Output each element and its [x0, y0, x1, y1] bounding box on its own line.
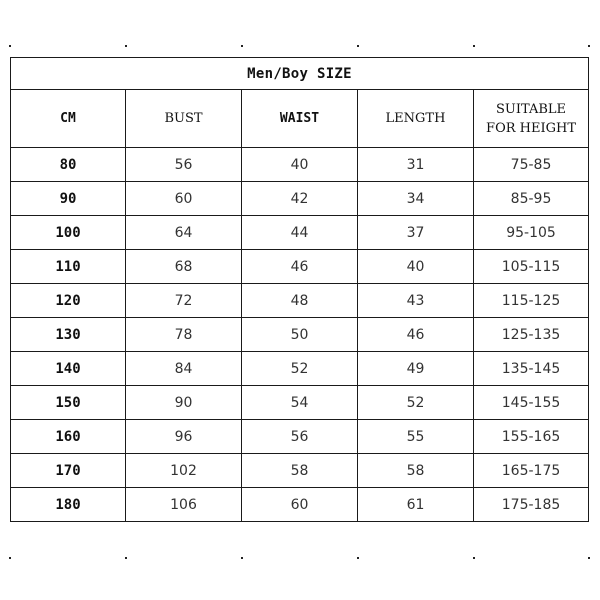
cell-cm: 170: [11, 454, 126, 488]
cell-bust: 56: [126, 148, 242, 182]
cell-length: 46: [358, 318, 474, 352]
header-length: LENGTH: [358, 90, 474, 148]
cell-height: 85-95: [474, 182, 589, 216]
cell-bust: 68: [126, 250, 242, 284]
cell-waist: 60: [242, 488, 358, 522]
header-suitable-height: SUITABLE FOR HEIGHT: [474, 90, 589, 148]
crop-mark: [9, 557, 11, 559]
crop-mark: [357, 557, 359, 559]
cell-cm: 80: [11, 148, 126, 182]
cell-bust: 60: [126, 182, 242, 216]
crop-mark: [9, 45, 11, 47]
cell-height: 115-125: [474, 284, 589, 318]
cell-waist: 48: [242, 284, 358, 318]
cell-length: 52: [358, 386, 474, 420]
cell-length: 61: [358, 488, 474, 522]
crop-mark: [473, 45, 475, 47]
cell-bust: 78: [126, 318, 242, 352]
cell-height: 155-165: [474, 420, 589, 454]
cell-length: 55: [358, 420, 474, 454]
header-row: [11, 90, 589, 148]
cell-bust: 84: [126, 352, 242, 386]
table-title: Men/Boy SIZE: [11, 58, 589, 90]
cell-bust: 96: [126, 420, 242, 454]
table-row: [11, 420, 589, 454]
crop-mark: [588, 45, 590, 47]
header-waist: WAIST: [242, 90, 358, 148]
crop-mark: [125, 557, 127, 559]
cell-cm: 120: [11, 284, 126, 318]
crop-mark: [241, 557, 243, 559]
cell-cm: 90: [11, 182, 126, 216]
table-row: [11, 216, 589, 250]
cell-height: 75-85: [474, 148, 589, 182]
table-row: [11, 148, 589, 182]
cell-waist: 52: [242, 352, 358, 386]
cell-bust: 90: [126, 386, 242, 420]
crop-mark: [357, 45, 359, 47]
table-row: [11, 352, 589, 386]
cell-cm: 140: [11, 352, 126, 386]
cell-bust: 106: [126, 488, 242, 522]
cell-bust: 72: [126, 284, 242, 318]
cell-bust: 64: [126, 216, 242, 250]
header-cm: CM: [11, 90, 126, 148]
cell-length: 49: [358, 352, 474, 386]
cell-length: 37: [358, 216, 474, 250]
table-row: [11, 386, 589, 420]
table-row: [11, 488, 589, 522]
cell-cm: 110: [11, 250, 126, 284]
cell-height: 95-105: [474, 216, 589, 250]
cell-cm: 150: [11, 386, 126, 420]
crop-mark: [241, 45, 243, 47]
cell-waist: 50: [242, 318, 358, 352]
cell-cm: 100: [11, 216, 126, 250]
size-chart-table: [10, 57, 589, 522]
cell-cm: 130: [11, 318, 126, 352]
cell-waist: 42: [242, 182, 358, 216]
table-row: [11, 250, 589, 284]
table-row: [11, 284, 589, 318]
cell-height: 105-115: [474, 250, 589, 284]
crop-mark: [588, 557, 590, 559]
cell-height: 145-155: [474, 386, 589, 420]
table-row: [11, 182, 589, 216]
cell-length: 34: [358, 182, 474, 216]
cell-height: 175-185: [474, 488, 589, 522]
cell-waist: 54: [242, 386, 358, 420]
table-row: [11, 454, 589, 488]
cell-height: 165-175: [474, 454, 589, 488]
cell-cm: 160: [11, 420, 126, 454]
cell-length: 43: [358, 284, 474, 318]
cell-length: 58: [358, 454, 474, 488]
cell-height: 125-135: [474, 318, 589, 352]
cell-length: 40: [358, 250, 474, 284]
cell-length: 31: [358, 148, 474, 182]
cell-bust: 102: [126, 454, 242, 488]
table-row: [11, 318, 589, 352]
crop-mark: [125, 45, 127, 47]
cell-height: 135-145: [474, 352, 589, 386]
crop-mark: [473, 557, 475, 559]
cell-waist: 46: [242, 250, 358, 284]
cell-waist: 44: [242, 216, 358, 250]
title-row: [11, 58, 589, 90]
cell-waist: 56: [242, 420, 358, 454]
cell-cm: 180: [11, 488, 126, 522]
cell-waist: 40: [242, 148, 358, 182]
header-bust: BUST: [126, 90, 242, 148]
cell-waist: 58: [242, 454, 358, 488]
